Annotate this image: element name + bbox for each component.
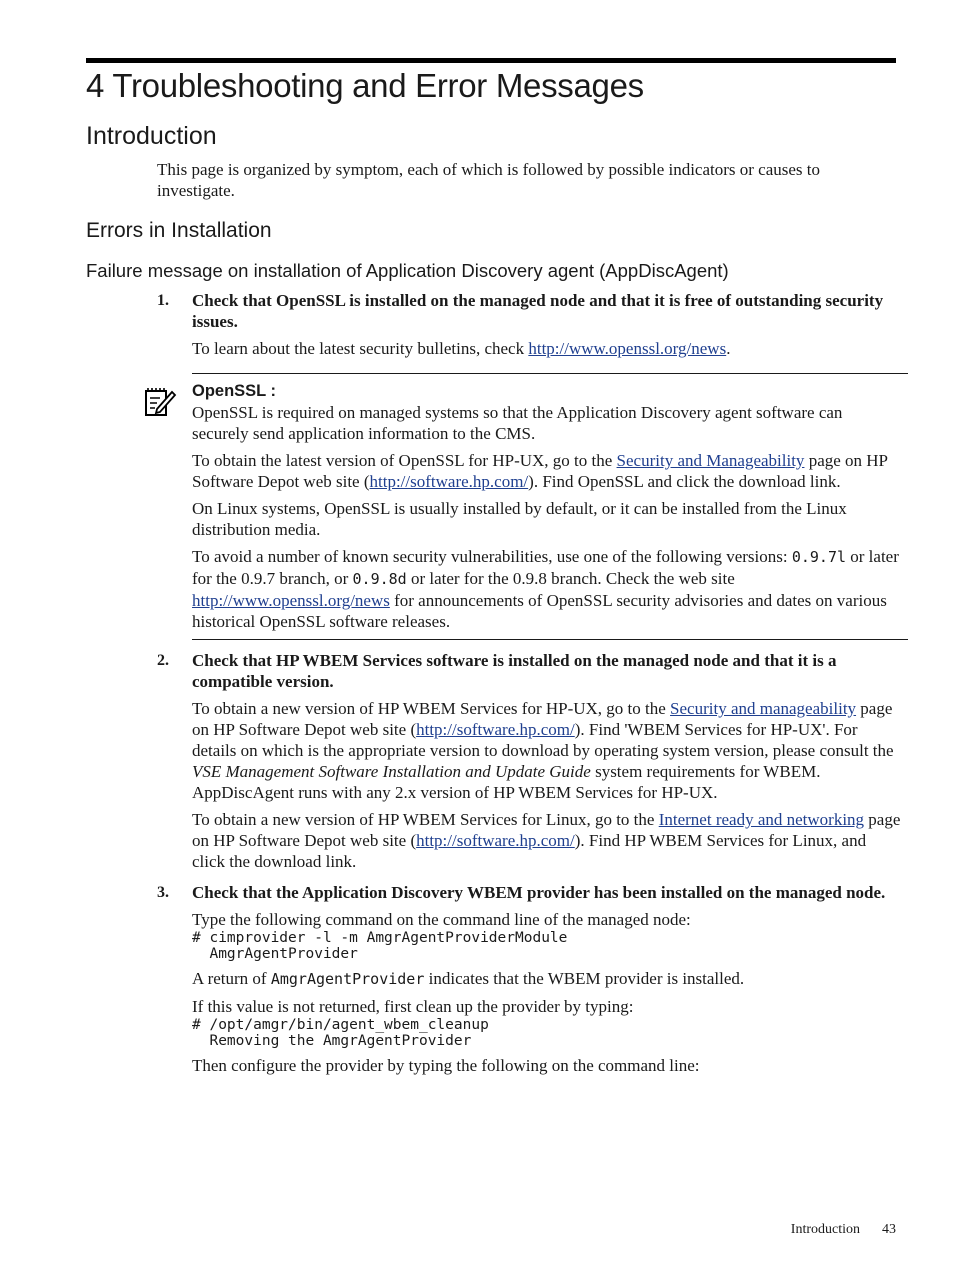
section-title: Introduction: [86, 122, 217, 150]
item-heading: Check that HP WBEM Services software is installed on the managed node and that it is a compatible version.: [192, 651, 837, 691]
text: ). Find HP WBEM Services for Linux, and click the download link.: [192, 831, 867, 871]
guide-title: VSE Management Software Installation and Update Guide: [192, 762, 591, 781]
text: .: [726, 339, 731, 358]
item-paragraph: [192, 338, 902, 359]
internet-ready-link[interactable]: Internet ready and networking: [658, 810, 865, 829]
text: indicates that the WBEM provider is installed.: [424, 969, 745, 988]
security-manageability-link[interactable]: Security and Manageability: [616, 451, 805, 470]
note-pencil-icon: [143, 385, 177, 419]
list-number: 3.: [157, 884, 169, 901]
text: page on HP Software Depot web site (: [192, 451, 888, 491]
item-paragraph: If this value is not returned, first clean up the provider by typing:: [192, 997, 634, 1016]
page-footer: [791, 1222, 896, 1238]
item-paragraph: [192, 968, 902, 990]
footer-section: Introduction: [790, 1222, 860, 1237]
inline-code: 0.9.8d: [352, 570, 407, 588]
list-number: 2.: [157, 652, 169, 669]
list-item-2: [157, 650, 902, 872]
note-paragraph: OpenSSL is required on managed systems so that the Application Discovery agent software can securely send application information to the CMS.: [192, 403, 843, 443]
intro-paragraph: This page is organized by symptom, each of which is followed by possible indicators or causes to investigate.: [157, 160, 821, 200]
chapter-title: 4 Troubleshooting and Error Messages: [86, 67, 644, 104]
text: or later for the 0.9.7 branch, or: [192, 547, 899, 588]
item-paragraph: [192, 698, 902, 803]
text: A return of: [192, 969, 271, 988]
note-box: [157, 373, 902, 640]
openssl-news-link[interactable]: http://www.openssl.org/news: [528, 339, 727, 358]
note-paragraph: [192, 450, 902, 492]
item-heading: Check that the Application Discovery WBEM provider has been installed on the managed node.: [192, 883, 886, 902]
list-item-3: [157, 882, 902, 1076]
text: system requirements for WBEM. AppDiscAgent runs with any 2.x version of HP WBEM Services for HP-UX.: [192, 762, 821, 802]
item-paragraph: [192, 809, 902, 872]
note-bottom-rule: [192, 639, 908, 640]
software-hp-link[interactable]: http://software.hp.com/: [416, 720, 575, 739]
note-paragraph: On Linux systems, OpenSSL is usually installed by default, or it can be installed from the Linux distribution media.: [192, 499, 847, 539]
text: To obtain the latest version of OpenSSL for HP-UX, go to the: [192, 451, 617, 470]
openssl-news-link[interactable]: http://www.openssl.org/news: [192, 591, 390, 610]
text: page on HP Software Depot web site (: [192, 810, 901, 850]
note-paragraph: [192, 546, 902, 632]
text: To obtain a new version of HP WBEM Services for HP-UX, go to the: [192, 699, 671, 718]
text: page on HP Software Depot web site (: [192, 699, 893, 739]
text: To obtain a new version of HP WBEM Services for Linux, go to the: [192, 810, 659, 829]
inline-code: AmgrAgentProvider: [270, 970, 425, 988]
item-heading: Check that OpenSSL is installed on the managed node and that it is free of outstanding security issues.: [192, 291, 884, 331]
security-manageability-link[interactable]: Security and manageability: [670, 699, 857, 718]
code-block: # cimprovider -l -m AmgrAgentProviderModule AmgrAgentProvider: [192, 930, 568, 962]
list-item-1: [157, 290, 902, 359]
item-paragraph: Type the following command on the command line of the managed node:: [192, 910, 691, 929]
inline-code: 0.9.7l: [791, 548, 847, 566]
list-number: 1.: [157, 292, 169, 309]
text: for announcements of OpenSSL security advisories and dates on various historical OpenSSL software releases.: [192, 591, 887, 631]
code-block: # /opt/amgr/bin/agent_wbem_cleanup Removing the AmgrAgentProvider: [192, 1017, 489, 1049]
subsubsection-title: Failure message on installation of Application Discovery agent (AppDiscAgent): [86, 260, 729, 281]
item-paragraph: Then configure the provider by typing the following on the command line:: [192, 1056, 700, 1075]
software-hp-link[interactable]: http://software.hp.com/: [416, 831, 575, 850]
text: or later for the 0.9.8 branch. Check the web site: [406, 569, 735, 588]
text: To avoid a number of known security vulnerabilities, use one of the following versions:: [192, 547, 792, 566]
note-top-rule: [192, 373, 908, 374]
subsection-title: Errors in Installation: [86, 219, 272, 242]
text: ). Find 'WBEM Services for HP-UX'. For details on which is the appropriate version to download by operating system version, please consult the: [192, 720, 894, 760]
text: To learn about the latest security bulletins, check: [192, 339, 529, 358]
page-number: 43: [882, 1222, 896, 1237]
content-body: [157, 290, 902, 1076]
note-title: OpenSSL :: [192, 382, 277, 400]
text: ). Find OpenSSL and click the download link.: [528, 472, 841, 491]
software-hp-link[interactable]: http://software.hp.com/: [369, 472, 529, 491]
